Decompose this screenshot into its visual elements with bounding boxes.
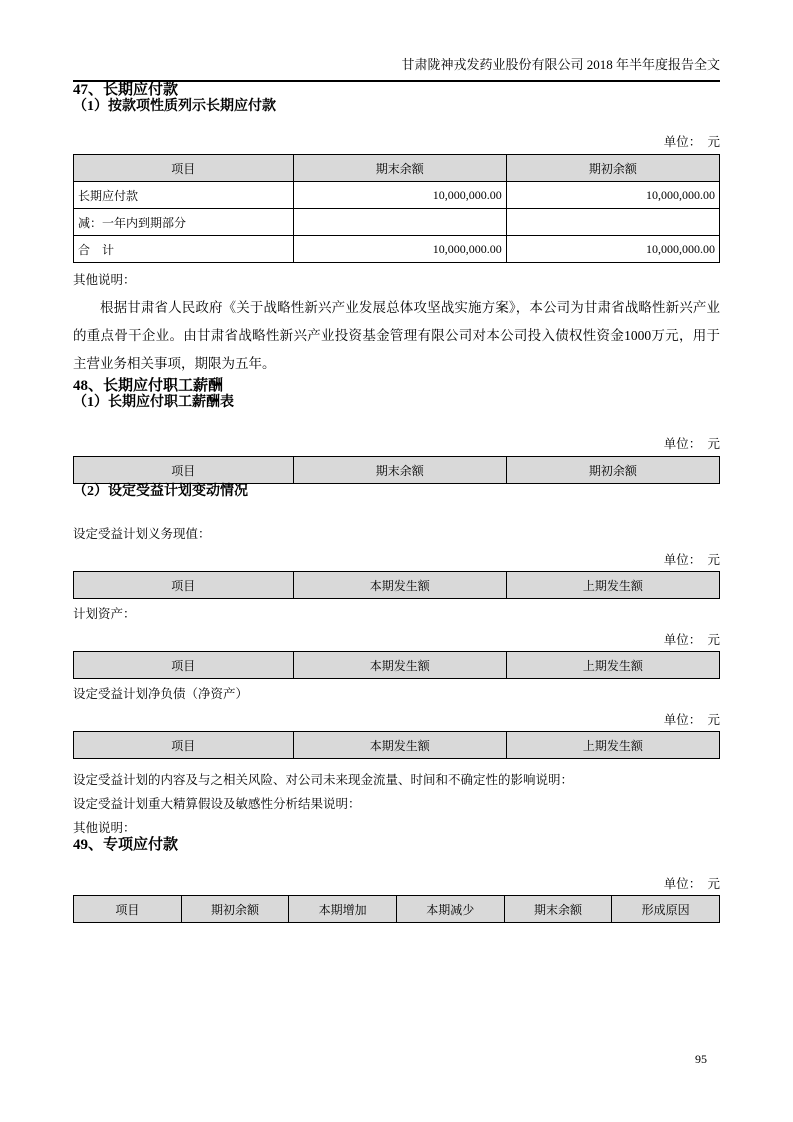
cell-ending-balance — [293, 209, 506, 236]
unit-label: 单位： 元 — [663, 877, 720, 891]
section-47-heading: 47、长期应付款 — [73, 82, 179, 98]
table-row — [74, 209, 720, 236]
header-cell-prior-period: 上期发生额 — [506, 652, 719, 679]
header-cell-prior-period: 上期发生额 — [506, 732, 719, 759]
table-row-total — [74, 236, 720, 263]
header-cell-current-period: 本期发生额 — [293, 572, 506, 599]
page-number: 95 — [695, 1052, 707, 1066]
header-cell-decrease: 本期减少 — [396, 896, 504, 923]
table-header-row — [74, 652, 720, 679]
table-defined-benefit-obligation — [73, 571, 720, 599]
cell-beginning-balance — [506, 209, 719, 236]
section-48-heading: 48、长期应付职工薪酬 — [73, 378, 224, 394]
header-cell-item: 项目 — [74, 652, 294, 679]
table-row — [74, 182, 720, 209]
other-notes-label-48: 其他说明： — [73, 821, 136, 835]
header-cell-beginning-balance: 期初余额 — [181, 896, 289, 923]
section-48-sub2-heading: （2）设定受益计划变动情况 — [73, 484, 248, 499]
table-header-row — [74, 457, 720, 484]
cell-item-name: 长期应付款 — [74, 182, 294, 209]
table-net-defined-benefit-liability — [73, 731, 720, 759]
table-header-row — [74, 732, 720, 759]
unit-label: 单位： 元 — [663, 135, 720, 149]
net-liability-label: 设定受益计划净负债（净资产） — [73, 687, 249, 701]
table-special-payables — [73, 895, 720, 923]
actuarial-assumptions-label: 设定受益计划重大精算假设及敏感性分析结果说明： — [73, 797, 361, 811]
header-cell-prior-period: 上期发生额 — [506, 572, 719, 599]
header-cell-increase: 本期增加 — [289, 896, 397, 923]
header-cell-ending-balance: 期末余额 — [293, 457, 506, 484]
unit-label: 单位： 元 — [663, 553, 720, 567]
header-cell-ending-balance: 期末余额 — [504, 896, 612, 923]
header-cell-reason: 形成原因 — [612, 896, 720, 923]
header-cell-item: 项目 — [74, 732, 294, 759]
table-header-row — [74, 572, 720, 599]
header-cell-ending-balance: 期末余额 — [293, 155, 506, 182]
table-longterm-payables — [73, 154, 720, 263]
header-cell-beginning-balance: 期初余额 — [506, 457, 719, 484]
table-plan-assets — [73, 651, 720, 679]
report-header — [73, 57, 720, 82]
cell-ending-balance: 10,000,000.00 — [293, 182, 506, 209]
header-cell-item: 项目 — [74, 457, 294, 484]
section-48-sub1-heading: （1）长期应付职工薪酬表 — [73, 395, 234, 410]
unit-label: 单位： 元 — [663, 437, 720, 451]
defined-benefit-obligation-label: 设定受益计划义务现值： — [73, 527, 211, 541]
header-cell-item: 项目 — [74, 155, 294, 182]
cell-ending-balance: 10,000,000.00 — [293, 236, 506, 263]
section-49-heading: 49、专项应付款 — [73, 837, 179, 853]
table-header-row — [74, 896, 720, 923]
cell-beginning-balance: 10,000,000.00 — [506, 182, 719, 209]
section-47-sub1-heading: （1）按款项性质列示长期应付款 — [73, 99, 276, 114]
other-notes-paragraph: 根据甘肃省人民政府《关于战略性新兴产业发展总体攻坚战实施方案》，本公司为甘肃省战略性新兴产业的重点骨干企业。由甘肃省战略性新兴产业投资基金管理有限公司对本公司投入债权性资金1000万元，用于主营业务相关事项，期限为五年。 — [73, 300, 720, 371]
cell-item-name: 合 计 — [74, 236, 294, 263]
cell-item-name: 减：一年内到期部分 — [74, 209, 294, 236]
other-notes-label: 其他说明： — [73, 273, 136, 287]
header-cell-beginning-balance: 期初余额 — [506, 155, 719, 182]
table-longterm-employee-benefits — [73, 456, 720, 484]
risk-impact-label: 设定受益计划的内容及与之相关风险、对公司未来现金流量、时间和不确定性的影响说明： — [73, 773, 574, 787]
report-header-title: 甘肃陇神戎发药业股份有限公司 2018 年半年度报告全文 — [401, 57, 720, 72]
unit-label: 单位： 元 — [663, 633, 720, 647]
page-content — [73, 82, 720, 923]
header-cell-item: 项目 — [74, 572, 294, 599]
header-cell-current-period: 本期发生额 — [293, 732, 506, 759]
header-cell-item: 项目 — [74, 896, 182, 923]
unit-label: 单位： 元 — [663, 713, 720, 727]
table-header-row — [74, 155, 720, 182]
plan-assets-label: 计划资产： — [73, 607, 136, 621]
header-cell-current-period: 本期发生额 — [293, 652, 506, 679]
cell-beginning-balance: 10,000,000.00 — [506, 236, 719, 263]
